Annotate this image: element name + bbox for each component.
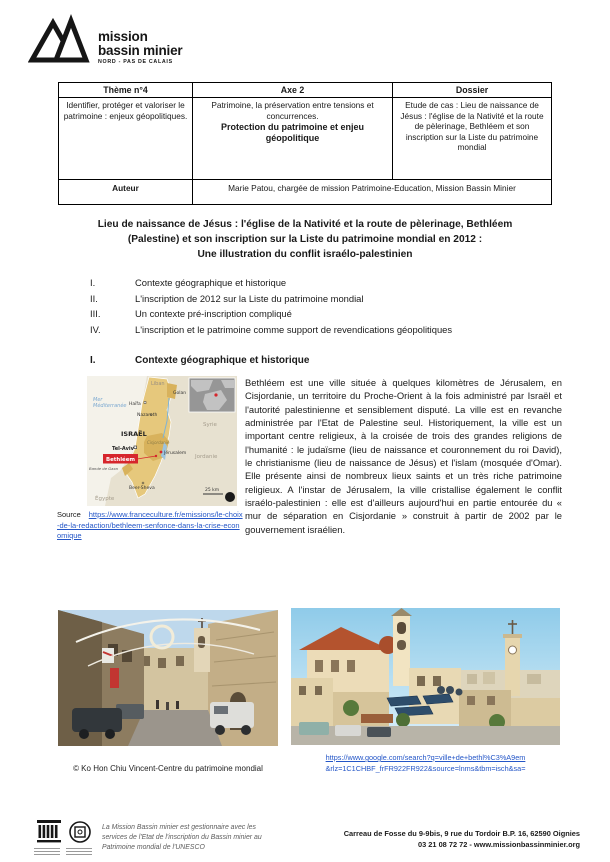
right-photo-link-line1[interactable]: https://www.google.com/search?q=ville+de+bethl%C3%A9em — [325, 753, 526, 762]
axe-text: Patrimoine, la préservation entre tensions et concurrences. — [211, 100, 374, 121]
footer-contact: 03 21 08 72 72 - www.missionbassinminier.org — [418, 839, 580, 849]
right-photo-caption — [291, 753, 560, 774]
logo-text — [98, 14, 182, 65]
title-line-3: Une illustration du conflit israélo-palestinien — [197, 249, 413, 260]
footer-address: Carreau de Fosse du 9-9bis, 9 rue du Tordoir B.P. 16, 62590 Oignies — [343, 829, 580, 838]
source-link[interactable]: https://www.franceculture.fr/emissions/le-choix-de-la-redaction/bethleem-senfonce-dans-la-crise-economique — [57, 510, 243, 540]
outline-item-1 — [90, 275, 560, 291]
table-author-row — [59, 180, 552, 205]
header-dossier: Dossier — [393, 83, 552, 98]
emblem-caption-lines — [66, 846, 92, 855]
table-content-row — [59, 98, 552, 180]
outline-label: Un contexte pré-inscription compliqué — [135, 308, 292, 320]
outline-item-3 — [90, 306, 560, 322]
map-label-golan: Golan — [173, 391, 187, 396]
section1-paragraph: Bethléem est une ville située à quelques kilomètres de Jérusalem, en Cisjordanie, un territoire du Proche-Orient à la fois administré par Israël et l'autorité palestinienne et sensiblement disputé. La ville est en revanche administrée par l'Etat de Palestine seul. Historiquement, la ville est un important centre religieux, à la croisée de trois des grandes religions de l'humanité : le judaïsme (lieu de naissance et couronnement du roi David), le christianisme (lieu de naissance de Jésus) et l'islam (mosquée d'Omar). Elle présente ainsi de nombreux lieux saints et un très riche patrimoine religieux. A l'instar de Jérusalem, la ville cristallise également le conflit israélo-palestinien : elle est d'ailleurs aujourd'hui en partie entourée du « mur de séparation en Cisjordanie » construit à partir de 2002 par le gouvernement israélien. — [245, 377, 562, 535]
map-source-row — [57, 510, 243, 542]
axe-text-bold: Protection du patrimoine et enjeu géopolitique — [220, 122, 364, 143]
outline-label: Contexte géographique et historique — [135, 277, 287, 288]
outline-num: II. — [90, 292, 98, 304]
city-photo-illustration — [291, 608, 560, 745]
mountains-icon — [28, 14, 90, 64]
title-line-2: (Palestine) et son inscription sur la Liste du patrimoine mondial en 2012 : — [127, 234, 483, 245]
outline-num: III. — [90, 308, 101, 320]
outline-item-4 — [90, 322, 560, 338]
map-label-gaza: Bande de Gaza — [89, 466, 118, 471]
axe-cell — [193, 98, 393, 180]
afp-logo-icon — [225, 492, 235, 502]
section1-content — [57, 376, 562, 570]
map-scale-label: 25 km — [205, 488, 220, 493]
unesco-logo-icon — [36, 820, 62, 844]
map-label-egypt: Égypte — [95, 496, 115, 502]
map-label-haifa: Haïfa — [129, 402, 141, 407]
section1-heading — [90, 355, 309, 366]
map-label-israel: ISRAËL — [121, 430, 147, 438]
section1-title: Contexte géographique et historique — [135, 355, 310, 366]
outline-list — [90, 275, 560, 337]
map-label-sea: Mer — [93, 397, 103, 403]
world-heritage-emblem-icon — [68, 820, 92, 844]
map-label-sea2: Méditerranée — [93, 403, 127, 409]
map-figure — [57, 376, 245, 570]
header-theme: Thème n°4 — [59, 83, 193, 98]
theme-cell: Identifier, protéger et valoriser le patrimoine : enjeux géopolitiques. — [59, 98, 193, 180]
map-label-jordan: Jordanie — [195, 454, 218, 460]
outline-label: L'inscription et le patrimoine comme support de revendications géopolitiques — [135, 323, 453, 335]
header-axe: Axe 2 — [193, 83, 393, 98]
table-header-row — [59, 83, 552, 98]
header-logo — [28, 14, 182, 65]
map-label-bethleem: Bethléem — [106, 457, 135, 463]
source-label: Source — [57, 510, 81, 519]
document-title — [56, 217, 554, 262]
logo-line1: mission — [98, 29, 148, 44]
map-label-syria: Syrie — [203, 422, 217, 428]
map-label-jerusalem: Jérusalem — [164, 451, 187, 456]
author-label: Auteur — [59, 180, 193, 205]
info-table — [58, 82, 552, 205]
footer-address-block — [280, 829, 580, 850]
israel-map-illustration — [87, 376, 237, 506]
author-value: Marie Patou, chargée de mission Patrimoine-Education, Mission Bassin Minier — [193, 180, 552, 205]
map-inset — [189, 378, 235, 412]
map-label-beersheva: Beer-Sheva — [129, 486, 155, 491]
logo-region: NORD - PAS DE CALAIS — [98, 59, 173, 65]
map-label-lebanon: Liban — [151, 381, 165, 387]
section1-num: I. — [90, 355, 96, 366]
map-label-telaviv: Tel-Aviv — [112, 446, 134, 452]
map-label-cisjordanie: Cisjordanie — [147, 440, 170, 445]
footer-mission-text: La Mission Bassin minier est gestionnaire avec les services de l'Etat de l'inscription du Bassin minier au Patrimoine mondial de l'UNESCO — [102, 824, 262, 851]
logo-line2: bassin minier — [98, 42, 183, 58]
outline-num: I. — [90, 277, 96, 288]
map-label-nazareth: Nazareth — [137, 413, 158, 418]
right-photo-link-line2[interactable]: &rlz=1C1CHBF_frFR922FR922&source=lnms&tbm=isch&sa= — [325, 763, 526, 773]
outline-num: IV. — [90, 323, 101, 335]
left-photo-caption: © Ko Hon Chiu Vincent-Centre du patrimoine mondial — [73, 764, 263, 773]
outline-item-2 — [90, 291, 560, 307]
outline-label: L'inscription de 2012 sur la Liste du patrimoine mondial — [135, 292, 364, 304]
unesco-caption-lines — [34, 846, 60, 855]
street-photo-illustration — [58, 610, 278, 746]
dossier-cell: Etude de cas : Lieu de naissance de Jésus : l'église de la Nativité et la route de pèlerinage, Bethléem et son inscription sur la Liste du patrimoine mondial — [393, 98, 552, 180]
title-line-1: Lieu de naissance de Jésus : l'église de la Nativité et la route de pèlerinage, Bethléem — [97, 219, 513, 230]
